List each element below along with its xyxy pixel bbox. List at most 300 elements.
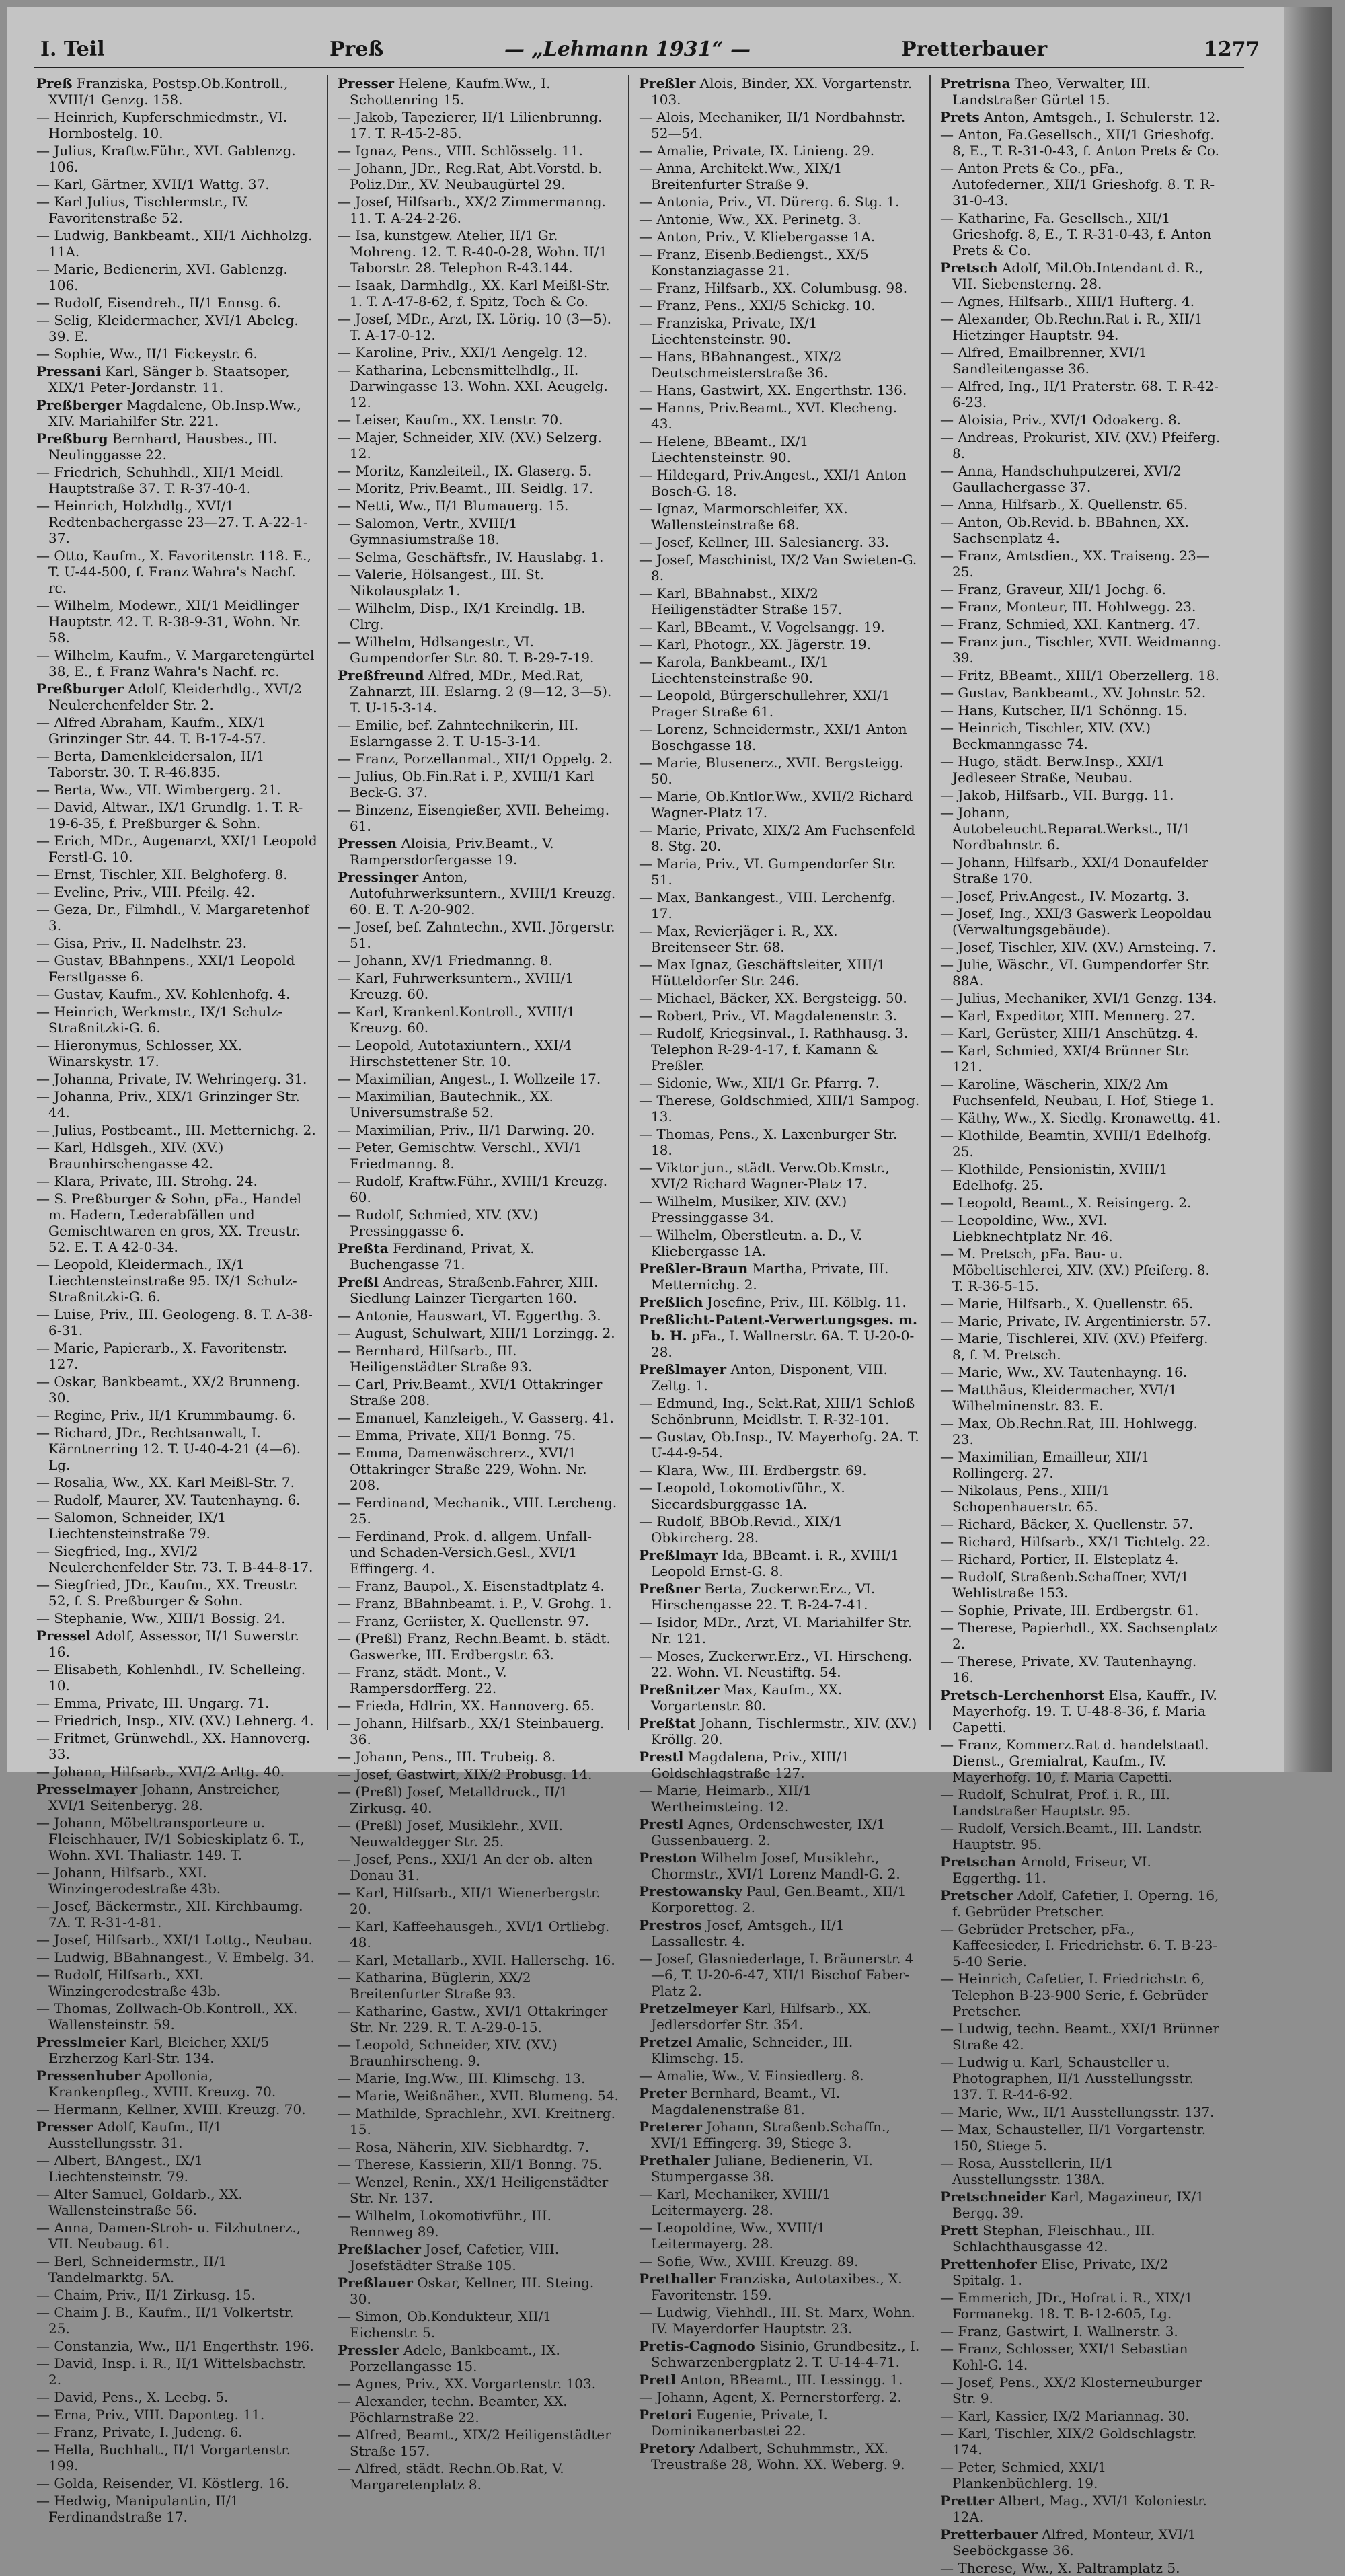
directory-entry [36,2034,317,2066]
entry-details: — Karl, Gerüster, XIII/1 Anschützg. 4. [940,1025,1198,1041]
entry-details: — David, Pens., X. Leebg. 5. [36,2389,229,2405]
entry-surname: Preßlauer [338,2275,413,2291]
entry-details: — Peter, Schmied, XXI/1 Plankenbüchlerg. 19. [940,2459,1107,2491]
entry-details: — Andreas, Prokurist, XIV. (XV.) Pfeiferg. 8. [940,429,1221,461]
directory-entry [36,346,317,362]
entry-details: — Josef, MDr., Arzt, IX. Lörig. 10 (3—5). T. A-17-0-12. [338,311,612,343]
entry-details: — Isaak, Darmhdlg., XX. Karl Meißl-Str. 1. T. A-47-8-62, f. Spitz, Toch & Co. [338,277,610,309]
directory-entry [639,2389,920,2405]
entry-details: — Marie, Private, IV. Argentinierstr. 57. [940,1313,1211,1329]
entry-details: — Marie, Weißnäher., XVII. Blumeng. 54. [338,2088,619,2104]
entry-details: — Erna, Priv., VIII. Daponteg. 11. [36,2407,265,2423]
entry-details: — David, Altwar., IX/1 Grundlg. 1. T. R-19-6-35, f. Preßburger & Sohn. [36,799,303,831]
entry-details: — Franz, Pens., XXI/5 Schickg. 10. [639,297,876,313]
directory-entry [338,362,619,410]
entry-surname: Preßner [639,1581,701,1597]
entry-details: — Karl, Metallarb., XVII. Hallerschg. 16. [338,1952,615,1968]
entry-details: — Rudolf, Schulrat, Prof. i. R., III. Landstraßer Hauptstr. 95. [940,1786,1171,1819]
entry-details: Anton, BBeamt., III. Lessingg. 1. [680,2372,903,2388]
entry-details: — Franziska, Private, IX/1 Liechtensteinstr. 90. [639,315,818,347]
entry-details: — Ludwig, Viehhdl., III. St. Marx, Wohn. IV. Mayerdorfer Hauptstr. 23. [639,2304,915,2337]
directory-entry [338,1410,619,1426]
directory-entry [639,1075,920,1091]
directory-entry [338,970,619,1002]
entry-details: — Johann, JDr., Reg.Rat, Abt.Vorstd. b. Poliz.Dir., XV. Neubaugürtel 29. [338,160,603,192]
directory-entry [338,1139,619,1172]
entry-details: Paul, Gen.Beamt., XII/1 Korporettog. 2. [651,1883,907,1916]
directory-entry [338,768,619,800]
entry-details: — Franz, Baupol., X. Eisenstadtplatz 4. [338,1578,605,1594]
entry-details: — Katharina, Lebensmittelhdlg., II. Darwingasse 13. Wohn. XXI. Aeugelg. 12. [338,362,608,410]
directory-entry [36,2355,317,2388]
entry-details: — Gebrüder Pretscher, pFa., Kaffeesieder, I. Friedrichstr. 6. T. B-23-5-40 Serie. [940,1921,1218,1969]
directory-entry [639,1361,920,1394]
directory-entry [940,888,1221,904]
directory-entry [36,799,317,831]
directory-entry [338,277,619,309]
entry-surname: Preston [639,1850,697,1866]
directory-entry [36,1492,317,1508]
entry-surname: Preterer [639,2119,703,2135]
directory-entry [338,1207,619,1239]
entry-surname: Presselmayer [36,1781,138,1797]
entry-details: — Ernst, Tischler, XII. Belghoferg. 8. [36,866,288,882]
entry-details: — Wilhelm, Disp., IX/1 Kreindlg. 1B. Clrg. [338,600,586,632]
entry-details: — Thomas, Pens., X. Laxenburger Str. 18. [639,1126,898,1158]
directory-entry [36,1695,317,1711]
entry-details: — Johann, Pens., III. Trubeig. 8. [338,1749,556,1765]
entry-details: — Karl, Kaffeehausgeh., XVI/1 Ortliebg. 48. [338,1918,610,1950]
directory-entry [338,566,619,599]
entry-details: Alfred, Monteur, XVI/1 Seeböckgasse 36. [952,2526,1196,2559]
entry-details: Karl, Hilfsarb., XX. Jedlersdorfer Str. 354. [651,2000,872,2033]
directory-entry [338,802,619,834]
entry-details: Berta, Zuckerwr.Erz., VI. Hirschengasse 22. T. B-24-7-41. [651,1581,876,1613]
directory-entry [940,599,1221,615]
entry-details: Adolf, Kaufm., II/1 Ausstellungsstr. 31. [48,2119,222,2151]
directory-entry [338,1817,619,1850]
entry-details: — Klara, Private, III. Strohg. 24. [36,1173,258,1189]
entry-details: — Sophie, Ww., II/1 Fickeystr. 6. [36,346,258,362]
entry-details: — Johanna, Private, IV. Wehringerg. 31. [36,1071,307,1087]
directory-entry [36,1628,317,1660]
entry-details: Apollonia, Krankenpfleg., XVIII. Kreuzg. 70. [48,2068,276,2100]
entry-details: — Rudolf, Kriegsinval., I. Rathhausg. 3. Telephon R-29-4-17, f. Kamann & Preßler. [639,1025,909,1073]
entry-details: Karl, Magazineur, IX/1 Bergg. 39. [952,2189,1204,2221]
entry-surname: Pretl [639,2372,677,2388]
entry-details: — Alfred, Emailbrenner, XVI/1 Sandleitengasse 36. [940,344,1147,377]
entry-details: Johann, Anstreicher, XVI/1 Seitenberyg. 28. [48,1781,280,1813]
directory-entry [36,261,317,293]
directory-entry [940,2222,1221,2255]
directory-entry [940,1449,1221,1481]
entry-surname: Pretschan [940,1854,1017,1870]
entry-details: — Ludwig, techn. Beamt., XXI/1 Brünner Straße 42. [940,2020,1219,2053]
entry-details: — Golda, Reisender, VI. Köstlerg. 16. [36,2475,290,2491]
directory-entry [36,2220,317,2252]
entry-details: — Anna, Damen-Stroh- u. Filzhutnerz., VII. Neubaug. 61. [36,2220,301,2252]
header-first-word: Preß [330,38,384,61]
directory-entry [36,1173,317,1189]
directory-entry [940,2121,1221,2154]
entry-details: — Emma, Damenwäschrerz., XVI/1 Ottakringer Straße 229, Wohn. Nr. 208. [338,1445,587,1493]
directory-entry [940,1887,1221,1920]
directory-entry [338,1274,619,1306]
directory-entry [940,1971,1221,2019]
entry-details: Juliane, Bedienerin, VI. Stumpergasse 38. [651,2152,873,2185]
directory-entry [639,2068,920,2084]
entry-details: — Franz, Schmied, XXI. Kantnerg. 47. [940,616,1200,632]
directory-entry [36,833,317,865]
directory-entry [338,1240,619,1273]
directory-entry [36,2493,317,2525]
entry-details: — Josef, Hilfsarb., XXI/1 Lottg., Neubau. [36,1932,313,1948]
entry-details: — Franz, Porzellanmal., XII/1 Oppelg. 2. [338,751,613,767]
directory-entry [36,1712,317,1729]
column-divider [628,75,629,1730]
entry-details: — Leopoldine, Ww., XVI. Liebknechtplatz Nr. 46. [940,1212,1113,1244]
entry-surname: Preßtat [639,1715,696,1731]
entry-details: — Karola, Bankbeamt., IX/1 Liechtensteinstraße 90. [639,654,829,686]
directory-entry [338,667,619,716]
entry-details: — Emma, Private, III. Ungarg. 71. [36,1695,270,1711]
directory-entry [36,2338,317,2354]
directory-entry [338,515,619,547]
entry-details: — Leopold, Schneider, XIV. (XV.) Braunhirscheng. 9. [338,2037,558,2069]
directory-entry [639,552,920,584]
directory-entry [36,1407,317,1423]
directory-entry [940,2374,1221,2407]
directory-entry [940,412,1221,428]
directory-entry [36,1071,317,1087]
directory-entry [940,1620,1221,1652]
entry-details: — Richard, Portier, II. Elsteplatz 4. [940,1551,1179,1567]
directory-entry [639,1160,920,1192]
entry-details: — Frieda, Hdlrin, XX. Hannoverg. 65. [338,1698,595,1714]
directory-entry [36,75,317,108]
entry-details: — Karl, Expeditor, XIII. Mennerg. 27. [940,1008,1196,1024]
entry-details: — Johann, Hilfsarb., XXI/4 Donaufelder Straße 170. [940,854,1208,886]
directory-entry [940,854,1221,886]
directory-entry [36,312,317,344]
directory-entry [639,211,920,227]
directory-entry [639,2407,920,2439]
entry-details: — Robert, Priv., VI. Magdalenenstr. 3. [639,1008,898,1024]
entry-details: — Maximilian, Priv., II/1 Darwing. 20. [338,1122,595,1138]
entry-details: — Moses, Zuckerwr.Erz., VI. Hirscheng. 22. Wohn. VI. Neustiftg. 54. [639,1648,913,1680]
entry-details: — Albert, BAngest., IX/1 Liechtensteinstr. 79. [36,2152,203,2185]
directory-entry [36,176,317,192]
directory-entry [639,1193,920,1225]
directory-entry [338,717,619,749]
entry-details: — Johann, Hilfsarb., XVI/2 Arltg. 40. [36,1764,285,1780]
entry-surname: Presser [36,2119,93,2135]
directory-entry [639,1950,920,1999]
entry-details: — Michael, Bäcker, XX. Bergsteigg. 50. [639,990,907,1006]
directory-entry [338,344,619,361]
directory-entry [338,1325,619,1341]
entry-details: Stephan, Fleischhau., III. Schlachthausgasse 42. [952,2222,1155,2255]
directory-entry [36,1610,317,1626]
directory-entry [940,1921,1221,1969]
entry-details: Anton, Autofuhrwerksuntern., XVIII/1 Kreuzg. 60. E. T. A-20-902. [350,869,616,917]
directory-entry [338,952,619,969]
directory-entry [338,2427,619,2459]
entry-surname: Pretschneider [940,2189,1046,2205]
directory-entry [940,804,1221,853]
directory-entry [338,2174,619,2206]
directory-entry [639,1480,920,1512]
entry-details: — Wilhelm, Kaufm., V. Margaretengürtel 38, E., f. Franz Wahra's Nachf. rc. [36,647,315,679]
directory-entry [338,2207,619,2240]
directory-entry [639,1614,920,1646]
entry-details: — Edmund, Ing., Sekt.Rat, XIII/1 Schloß Schönbrunn, Meidlstr. T. R-32-101. [639,1395,915,1427]
directory-entry [338,2088,619,2104]
directory-entry [36,2119,317,2151]
directory-entry [36,1340,317,1372]
entry-details: — Oskar, Bankbeamt., XX/2 Brunneng. 30. [36,1373,301,1406]
entry-details: — Geza, Dr., Filmhdl., V. Margaretenhof 3. [36,901,309,934]
entry-details: — Therese, Kassierin, XII/1 Bonng. 75. [338,2156,603,2172]
entry-details: — Binzenz, Eisengießer, XVII. Beheimg. 61. [338,802,610,834]
entry-details: Franziska, Postsp.Ob.Kontroll., XVIII/1 Genzg. 158. [48,75,289,108]
entry-surname: Preßl [338,1274,379,1290]
entry-details: Amalie, Schneider., III. Klimschg. 15. [651,2034,853,2066]
directory-entry [36,884,317,900]
directory-entry [940,1161,1221,1193]
entry-details: — Eveline, Priv., VIII. Pfeilg. 42. [36,884,256,900]
entry-details: — Gisa, Priv., II. Nadelhstr. 23. [36,935,247,951]
entry-details: — Jakob, Hilfsarb., VII. Burgg. 11. [940,787,1174,803]
directory-entry [338,1071,619,1087]
entry-details: — Anton, Ob.Revid. b. BBahnen, XX. Sachsenplatz 4. [940,514,1189,546]
entry-details: — Alois, Mechaniker, II/1 Nordbahnstr. 52—54. [639,109,906,141]
entry-details: — Stephanie, Ww., XIII/1 Bossig. 24. [36,1610,286,1626]
entry-surname: Pressen [338,835,397,851]
entry-details: — Heinrich, Kupferschmiedmstr., VI. Hornbostelg. 10. [36,109,288,141]
entry-details: — Fritmet, Grünwehdl., XX. Hannoverg. 33. [36,1730,311,1762]
directory-entry [639,2186,920,2218]
entry-details: Johann, Tischlermstr., XIV. (XV.) Kröllg. 20. [651,1715,917,1747]
entry-details: Arnold, Friseur, VI. Eggerthg. 11. [952,1854,1151,1886]
directory-entry [940,1516,1221,1532]
entry-surname: Prettenhofer [940,2256,1037,2272]
entry-details: — Antonie, Ww., XX. Perinetg. 3. [639,211,861,227]
entry-details: — Gustav, Bankbeamt., XV. Johnstr. 52. [940,685,1206,701]
entry-details: — Johann, Autobeleucht.Reparat.Werkst., II/1 Nordbahnstr. 6. [940,804,1191,853]
entry-details: Agnes, Ordenschwester, IX/1 Gussenbauerg. 2. [651,1816,886,1848]
entry-details: — Marie, Ing.Ww., III. Klimschg. 13. [338,2070,586,2086]
entry-details: — Karl Julius, Tischlermstr., IV. Favoritenstraße 52. [36,194,249,226]
directory-entry [36,2101,317,2117]
directory-entry [639,1260,920,1293]
entry-details: — Hella, Buchhalt., II/1 Vorgartenstr. 199. [36,2441,291,2474]
entry-details: — Josef, Tischler, XIV. (XV.) Arnsteing. 7. [940,939,1217,955]
entry-details: — Chaim J. B., Kaufm., II/1 Volkertstr. 25. [36,2304,294,2337]
directory-entry [36,1122,317,1138]
directory-entry [36,748,317,780]
directory-entry [940,1737,1221,1785]
directory-entry [338,1578,619,1594]
directory-entry [36,681,317,713]
directory-entry [940,109,1221,125]
entry-details: — Leopold, Autotaxiuntern., XXI/4 Hirschstettener Str. 10. [338,1037,572,1069]
entry-details: — Rosa, Ausstellerin, II/1 Ausstellungsstr. 138A. [940,2155,1114,2187]
directory-entry [940,787,1221,803]
entry-details: — Berl, Schneidermstr., II/1 Tandelmarktg. 5A. [36,2253,227,2285]
entry-surname: Pretscher [940,1887,1013,1903]
entry-details: — Wilhelm, Oberstleutn. a. D., V. Kliebergasse 1A. [639,1227,863,1259]
directory-entry [639,2304,920,2337]
entry-details: — Valerie, Hölsangest., III. St. Nikolausplatz 1. [338,566,545,599]
entry-details: — Rudolf, Schmied, XIV. (XV.) Pressinggasse 6. [338,1207,539,1239]
directory-entry [36,986,317,1002]
entry-details: — Ludwig, BBahnangest., V. Embelg. 34. [36,1949,315,1965]
directory-entry [338,1445,619,1493]
entry-details: — Otto, Kaufm., X. Favoritenstr. 118. E., T. U-44-500, f. Franz Wahra's Nachf. rc. [36,547,311,596]
directory-entry [940,1025,1221,1041]
directory-entry [639,585,920,617]
entry-surname: Preßlmayr [639,1547,718,1563]
directory-entry [36,2186,317,2218]
entry-details: — Johanna, Priv., XIX/1 Grinzinger Str. 44. [36,1088,300,1121]
entry-details: — Hermann, Kellner, XVIII. Kreuzg. 70. [36,2101,306,2117]
entry-details: — Marie, Papierarb., X. Favoritenstr. 127. [36,1340,288,1372]
directory-entry [940,939,1221,955]
directory-entry [338,75,619,108]
directory-entry [639,1547,920,1579]
directory-entry [36,143,317,175]
entry-details: — Gustav, Kaufm., XV. Kohlenhofg. 4. [36,986,291,1002]
entry-details: — Wilhelm, Modewr., XII/1 Meidlinger Hauptstr. 42. T. R-38-9-31, Wohn. Nr. 58. [36,597,301,646]
entry-details: — Katharina, Büglerin, XX/2 Breitenfurter Straße 93. [338,1969,531,2002]
directory-page [7,7,1332,2576]
directory-entry [940,126,1221,159]
entry-details: — Leopold, Lokomotivführ., X. Siccardsburggasse 1A. [639,1480,845,1512]
directory-entry [36,1306,317,1338]
directory-entry [940,702,1221,718]
entry-details: Adolf, Kleiderhdlg., XVI/2 Neulerchenfelder Str. 2. [48,681,303,713]
entry-details: — Therese, Ww., X. Paltramplatz 5. [940,2560,1180,2576]
directory-entry [36,1003,317,1036]
entry-details: Oskar, Kellner, III. Steing. 30. [350,2275,594,2307]
entry-details: — Heinrich, Tischler, XIV. (XV.) Beckmanngasse 74. [940,720,1151,752]
entry-details: — Franz, Kommerz.Rat d. handelstaatl. Dienst., Gremialrat, Kaufm., IV. Mayerhofg. 10, f. Maria Capetti. [940,1737,1209,1785]
entry-details: — Heinrich, Holzhdlg., XVI/1 Redtenbachergasse 23—27. T. A-22-1-37. [36,498,308,546]
directory-entry [639,160,920,192]
entry-details: Josef, Amtsgeh., II/1 Lassallestr. 4. [651,1917,845,1949]
directory-entry [940,378,1221,410]
directory-entry [36,1949,317,1965]
entry-details: Elise, Private, IX/2 Spitalg. 1. [952,2256,1169,2288]
directory-entry [36,866,317,882]
directory-entry [639,1312,920,1360]
directory-entry [940,581,1221,597]
entry-details: Max, Kaufm., XX. Vorgartenstr. 80. [651,1681,843,1714]
entry-details: — Moritz, Kanzleiteil., IX. Glaserg. 5. [338,463,592,479]
entry-details: Bernhard, Beamt., VI. Magdalenenstraße 81. [651,2085,841,2117]
entry-details: — Karl, BBeamt., V. Vogelsangg. 19. [639,619,885,635]
entry-surname: Preßta [338,1240,389,1256]
entry-details: — Franz, Schlosser, XXI/1 Sebastian Kohl-G. 14. [940,2341,1188,2373]
directory-entry [338,2275,619,2307]
directory-entry [639,822,920,854]
entry-details: — S. Preßburger & Sohn, pFa., Handel m. Hadern, Lederabfällen und Gemischtwaren en gros, XX. Treustr. 52. E. T. A 42-0-34. [36,1190,302,1255]
entry-details: Adolf, Mil.Ob.Intendant d. R., VII. Siebensterng. 28. [952,260,1203,292]
directory-entry [36,1037,317,1069]
directory-entry [36,2441,317,2474]
entry-details: — Franz, Private, I. Judeng. 6. [36,2424,243,2440]
entry-details: — Anton Prets & Co., pFa., Autofederner., XII/1 Grieshofg. 8. T. R-31-0-43. [940,160,1215,209]
entry-surname: Preß [36,75,73,91]
directory-entry [940,1364,1221,1380]
directory-entry [940,1786,1221,1819]
directory-entry [338,2376,619,2392]
directory-entry [940,720,1221,752]
directory-entry [36,1932,317,1948]
entry-details: — Julius, Mechaniker, XVI/1 Genzg. 134. [940,990,1217,1006]
entry-details: — Johann, Agent, X. Pernerstorferg. 2. [639,2389,902,2405]
entry-details: — Karl, Tischler, XIX/2 Goldschlagstr. 174. [940,2425,1197,2458]
entry-surname: Pressenhuber [36,2068,141,2084]
entry-details: — Wilhelm, Hdlsangestr., VI. Gumpendorfer Str. 80. T. B-29-7-19. [338,634,594,666]
entry-surname: Presser [338,75,395,91]
entry-surname: Prestros [639,1917,702,1933]
directory-entry [338,1376,619,1408]
directory-entry [639,2152,920,2185]
directory-entry [338,2308,619,2341]
entry-details: — Leopoldine, Ww., XVIII/1 Leitermayerg. 28. [639,2220,826,2252]
column-4 [940,75,1221,2576]
entry-details: — Karl, Fuhrwerksuntern., XVIII/1 Kreuzg. 60. [338,970,574,1002]
directory-entry [639,1227,920,1259]
entry-details: — Lorenz, Schneidermstr., XXI/1 Anton Boschgasse 18. [639,721,907,753]
directory-entry [940,1551,1221,1567]
directory-entry [36,1509,317,1542]
directory-entry [940,667,1221,683]
directory-entry [940,293,1221,309]
directory-entry [338,412,619,428]
directory-entry [338,311,619,343]
entry-details: — Karl, Gärtner, XVII/1 Wattg. 37. [36,176,270,192]
directory-entry [36,498,317,546]
entry-details: — (Preßl) Josef, Metalldruck., II/1 Zirkusg. 40. [338,1784,568,1816]
directory-entry [940,2526,1221,2559]
directory-entry [36,397,317,429]
directory-entry [639,721,920,753]
directory-entry [36,1190,317,1255]
directory-entry [36,1373,317,1406]
entry-details: — Josef, Bäckermstr., XII. Kirchbaumg. 7A. T. R-31-4-81. [36,1898,303,1930]
directory-entry [36,2253,317,2285]
directory-entry [338,463,619,479]
directory-entry [36,1864,317,1897]
entry-surname: Pretori [639,2407,693,2423]
directory-entry [36,194,317,226]
entry-surname: Preter [639,2085,687,2101]
entry-details: — Sophie, Private, III. Erdbergstr. 61. [940,1602,1199,1618]
directory-entry [36,1661,317,1694]
directory-entry [639,1715,920,1747]
directory-entry [940,1043,1221,1075]
directory-entry [940,634,1221,666]
entry-surname: Pretter [940,2493,995,2509]
directory-entry [940,75,1221,108]
entry-details: — Isa, kunstgew. Atelier, II/1 Gr. Mohreng. 12. T. R-40-0-28, Wohn. II/1 Taborstr. 28. Telephon R-43.144. [338,227,608,276]
entry-surname: Pretterbauer [940,2526,1038,2542]
entry-details: Adalbert, Schuhmmstr., XX. Treustraße 28, Wohn. XX. Weberg. 9. [651,2440,905,2472]
directory-entry [940,956,1221,989]
